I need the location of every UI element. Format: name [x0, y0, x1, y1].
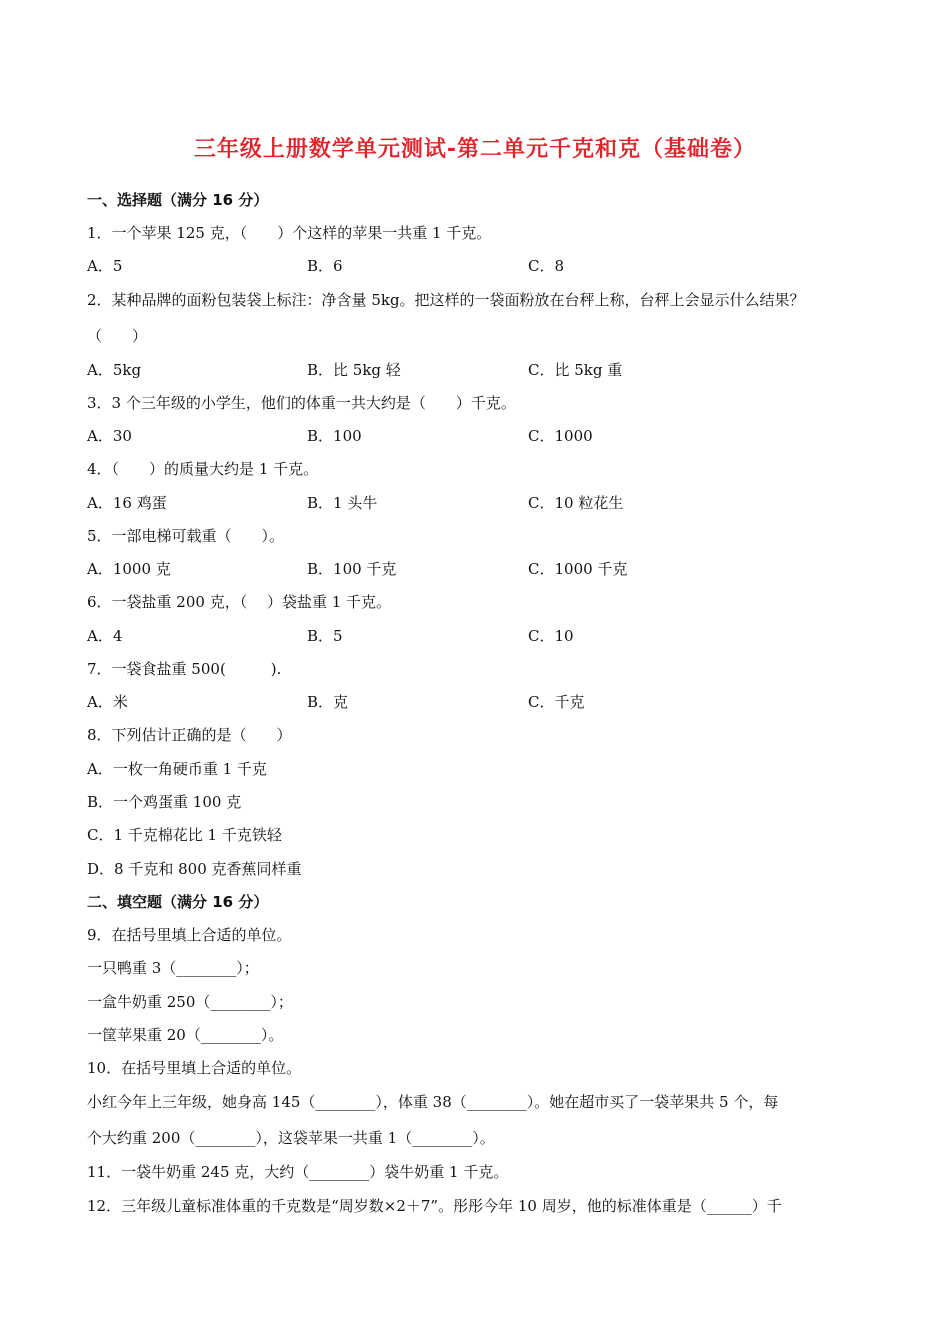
option-a: A．30	[87, 427, 132, 445]
question-8-option-d: D．8 千克和 800 克香蕉同样重	[87, 860, 302, 878]
option-b: B．100 千克	[307, 560, 397, 578]
question-5-options	[87, 559, 887, 579]
option-c: C．比 5kg 重	[528, 361, 623, 379]
question-7-stem: 7．一袋食盐重 500( ).	[87, 660, 282, 678]
question-12-stem: 12．三年级儿童标准体重的千克数是“周岁数×2＋7”。彤彤今年 10 周岁，他的标准体重是（______）千	[87, 1197, 782, 1215]
question-7-options	[87, 692, 887, 712]
question-6-options	[87, 626, 887, 646]
option-b: B．6	[307, 257, 343, 275]
question-5-stem: 5．一部电梯可载重（ ）。	[87, 527, 285, 545]
question-2-options	[87, 360, 887, 380]
question-4-options	[87, 493, 887, 513]
question-4-stem: 4．（ ）的质量大约是 1 千克。	[87, 460, 319, 478]
question-9-line-2: 一盒牛奶重 250（________）；	[87, 993, 293, 1011]
question-9-line-3: 一筐苹果重 20（________）。	[87, 1026, 284, 1044]
option-c: C．10 粒花生	[528, 494, 624, 512]
question-8-option-b: B．一个鸡蛋重 100 克	[87, 793, 242, 811]
question-2-stem-cont: （ ）	[87, 327, 148, 345]
question-1-stem: 1．一个苹果 125 克，（ ）个这样的苹果一共重 1 千克。	[87, 224, 492, 242]
question-3-options	[87, 426, 887, 446]
option-a: A．16 鸡蛋	[87, 494, 167, 512]
section-heading-fill: 二、填空题（满分 16 分）	[87, 893, 269, 911]
option-a: A．1000 克	[87, 560, 171, 578]
option-a: A．4	[87, 627, 123, 645]
question-10-line-2: 个大约重 200（________），这袋苹果一共重 1（________）。	[87, 1129, 495, 1147]
option-b: B．100	[307, 427, 362, 445]
section-heading-choice: 一、选择题（满分 16 分）	[87, 191, 269, 209]
question-8-option-c: C．1 千克棉花比 1 千克铁轻	[87, 826, 282, 844]
question-8-option-a: A．一枚一角硬币重 1 千克	[87, 760, 267, 778]
option-a: A．5	[87, 257, 123, 275]
question-1-options	[87, 256, 887, 276]
option-c: C．8	[528, 257, 565, 275]
option-b: B．比 5kg 轻	[307, 361, 401, 379]
option-c: C．1000	[528, 427, 593, 445]
question-3-stem: 3．3 个三年级的小学生，他们的体重一共大约是（ ）千克。	[87, 394, 516, 412]
option-b: B．5	[307, 627, 343, 645]
question-8-stem: 8．下列估计正确的是（ ）	[87, 726, 292, 744]
option-b: B．克	[307, 693, 349, 711]
option-c: C．10	[528, 627, 574, 645]
option-b: B．1 头牛	[307, 494, 378, 512]
question-9-stem: 9．在括号里填上合适的单位。	[87, 926, 292, 944]
question-10-stem: 10．在括号里填上合适的单位。	[87, 1059, 302, 1077]
option-a: A．5kg	[87, 361, 142, 379]
question-11-stem: 11．一袋牛奶重 245 克，大约（________）袋牛奶重 1 千克。	[87, 1163, 509, 1181]
option-a: A．米	[87, 693, 128, 711]
question-10-line-1: 小红今年上三年级，她身高 145（________），体重 38（________）。她在超市买了一袋苹果共 5 个，每	[87, 1093, 779, 1111]
page-title: 三年级上册数学单元测试-第二单元千克和克（基础卷）	[193, 137, 757, 162]
option-c: C．千克	[528, 693, 585, 711]
question-6-stem: 6．一袋盐重 200 克，（ ）袋盐重 1 千克。	[87, 593, 392, 611]
question-2-stem: 2．某种品牌的面粉包装袋上标注：净含量 5kg。把这样的一袋面粉放在台秤上称，台秤上会显示什么结果？	[87, 291, 805, 309]
question-9-line-1: 一只鸭重 3（________）；	[87, 959, 259, 977]
option-c: C．1000 千克	[528, 560, 628, 578]
